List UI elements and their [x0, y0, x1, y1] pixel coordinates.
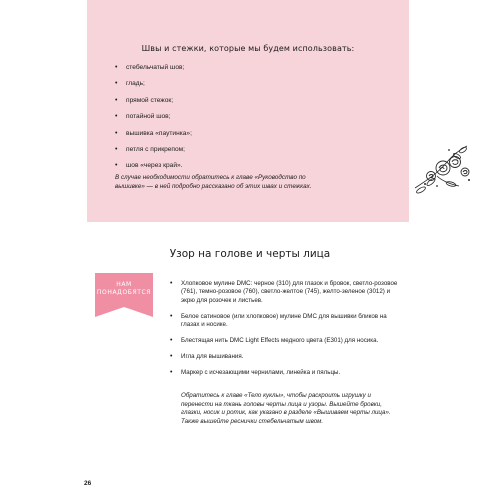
page-number: 26: [84, 480, 92, 487]
stitch-item: • шов «через край».: [115, 162, 192, 178]
stitches-box-note: В случае необходимости обратитесь к главе «Руководство по вышивке» — в ней подробно рассказано об этих швах и стежках.: [115, 174, 312, 190]
section-title: Узор на голове и черты лица: [169, 248, 331, 260]
stitch-item: • петля с прикрепом;: [115, 146, 192, 162]
stitch-item: • гладь;: [115, 80, 192, 96]
stitches-box-title: Швы и стежки, которые мы будем использовать:: [141, 44, 355, 53]
material-item: • Игла для вышивания.: [170, 353, 400, 361]
stitch-item: • потайной шов;: [115, 113, 192, 129]
stitches-info-box: [87, 0, 409, 222]
stitch-list: [115, 64, 192, 179]
stitch-item: • стебельчатый шов;: [115, 64, 192, 80]
material-item: • Маркер с исчезающими чернилами, линейка и пяльцы.: [170, 369, 400, 377]
stitch-item: • вышивка «паутинка»;: [115, 130, 192, 146]
badge-label: [95, 281, 153, 297]
material-item: • Белое сатиновое (или хлопковое) мулине DMC для вышивки бликов на глазах и носике.: [170, 313, 400, 330]
badge-line2: ПОНАДОБЯТСЯ: [96, 289, 152, 296]
embroidered-roses-illustration: [407, 140, 477, 200]
badge-line1: НАМ: [116, 281, 132, 288]
stitch-item: • прямой стежок;: [115, 97, 192, 113]
material-item: • Хлопковое мулине DMC: черное (310) для глазок и бровок, светло-розовое (761), темно-розовое (760), светло-желтое (745), желто-зеленое (3012) и экрю для розочек и листьев.: [170, 280, 400, 305]
materials-list: [170, 280, 400, 385]
instructions-note: Обратитесь к главе «Тело куклы», чтобы раскроить игрушку и перенести на ткань головы черты лица и узоры. Вышейте бровки, глазки, носик и ротик, как указано в разделе «Вышиваем черты лица». Также вышейте реснички стебельчатым швом.: [181, 392, 391, 425]
material-item: • Блестящая нить DMC Light Effects медного цвета (E301) для носика.: [170, 337, 400, 345]
